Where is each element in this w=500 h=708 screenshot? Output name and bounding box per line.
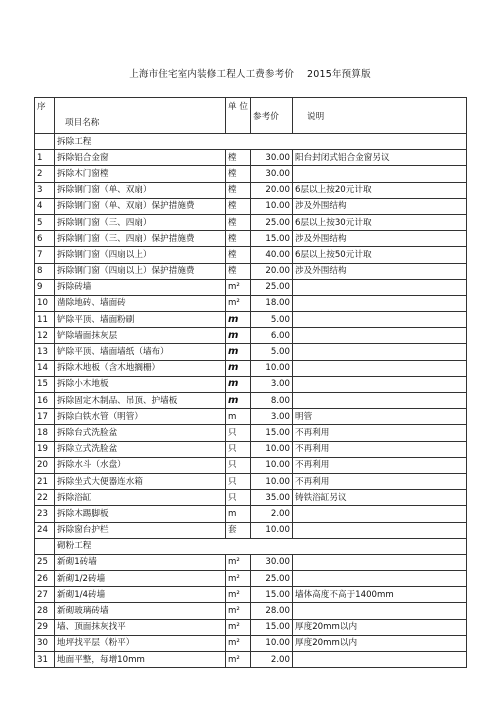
price-cell: 6.00: [251, 328, 293, 344]
row-number: 29: [35, 619, 55, 635]
table-row: [35, 409, 467, 425]
note-cell: 厚度20mm以内: [293, 619, 467, 635]
price-cell: 30.00: [251, 166, 293, 182]
row-number: 4: [35, 198, 55, 214]
unit-cell: m: [226, 409, 251, 425]
row-number: 16: [35, 393, 55, 409]
item-name: 拆除钢门窗（单、双扇）: [55, 182, 226, 198]
note-cell: 涉及外围结构: [293, 231, 467, 247]
row-number: 30: [35, 635, 55, 651]
row-number: 20: [35, 457, 55, 473]
item-name: 拆除钢门窗（三、四扇）: [55, 214, 226, 230]
price-cell: 20.00: [251, 263, 293, 279]
price-cell: 20.00: [251, 182, 293, 198]
note-cell: 不再利用: [293, 441, 467, 457]
price-cell: 10.00: [251, 457, 293, 473]
price-cell: 10.00: [251, 473, 293, 489]
row-number: 3: [35, 182, 55, 198]
unit-cell: m²: [226, 603, 251, 619]
row-number: 23: [35, 506, 55, 522]
note-cell: [293, 328, 467, 344]
row-number: 25: [35, 554, 55, 570]
unit-cell: m²: [226, 587, 251, 603]
unit-cell: m²: [226, 279, 251, 295]
row-number: 26: [35, 571, 55, 587]
table-row: [35, 263, 467, 279]
unit-cell: 只: [226, 490, 251, 506]
section-title: 拆除工程: [55, 134, 467, 150]
unit-cell: m: [226, 328, 251, 344]
row-number: 2: [35, 166, 55, 182]
price-cell: 10.00: [251, 360, 293, 376]
table-row: [35, 457, 467, 473]
row-number: 14: [35, 360, 55, 376]
unit-cell: m: [226, 344, 251, 360]
item-name: 拆除坐式大便器连水箱: [55, 473, 226, 489]
row-number: 5: [35, 214, 55, 230]
table-row: [35, 603, 467, 619]
table-row: [35, 312, 467, 328]
unit-cell: 只: [226, 473, 251, 489]
price-cell: 3.00: [251, 409, 293, 425]
section-seq-cell: [35, 538, 55, 554]
row-number: 19: [35, 441, 55, 457]
price-cell: 10.00: [251, 635, 293, 651]
row-number: 9: [35, 279, 55, 295]
note-cell: [293, 506, 467, 522]
row-number: 28: [35, 603, 55, 619]
table-row: [35, 376, 467, 392]
unit-cell: 樘: [226, 166, 251, 182]
item-name: 拆除白铁水管（明管）: [55, 409, 226, 425]
item-name: 拆除台式洗脸盆: [55, 425, 226, 441]
item-name: 凿除地砖、墙面砖: [55, 295, 226, 311]
unit-cell: m²: [226, 652, 251, 668]
note-cell: [293, 571, 467, 587]
page-title: 上海市住宅室内装修工程人工费参考价 2015年预算版: [129, 69, 371, 80]
item-name: 拆除木地板（含木地搁栅）: [55, 360, 226, 376]
table-row: [35, 619, 467, 635]
price-cell: 15.00: [251, 619, 293, 635]
header-seq: 序: [35, 98, 55, 134]
header-name: [55, 98, 226, 134]
item-name: 地坪找平层（粉平）: [55, 635, 226, 651]
unit-cell: 樘: [226, 247, 251, 263]
item-name: 拆除铝合金窗: [55, 150, 226, 166]
note-cell: [293, 360, 467, 376]
item-name: 拆除钢门窗（四扇以上）: [55, 247, 226, 263]
price-cell: 25.00: [251, 214, 293, 230]
note-cell: [293, 393, 467, 409]
item-name: 新砌玻璃砖墙: [55, 603, 226, 619]
table-row: [35, 587, 467, 603]
note-cell: [293, 279, 467, 295]
price-cell: 35.00: [251, 490, 293, 506]
row-number: 7: [35, 247, 55, 263]
section-seq-cell: [35, 134, 55, 150]
note-cell: [293, 166, 467, 182]
table-row: [35, 393, 467, 409]
note-cell: [293, 295, 467, 311]
header-price: [251, 98, 293, 134]
price-cell: 8.00: [251, 393, 293, 409]
table-row: [35, 360, 467, 376]
unit-cell: m²: [226, 295, 251, 311]
table-row: [35, 652, 467, 668]
table-row: [35, 279, 467, 295]
item-name: 拆除木踢脚板: [55, 506, 226, 522]
row-number: 8: [35, 263, 55, 279]
unit-cell: m: [226, 376, 251, 392]
row-number: 15: [35, 376, 55, 392]
price-cell: 30.00: [251, 554, 293, 570]
item-name: 拆除砖墙: [55, 279, 226, 295]
item-name: 拆除小木地板: [55, 376, 226, 392]
row-number: 17: [35, 409, 55, 425]
item-name: 拆除钢门窗（三、四扇）保护措施费: [55, 231, 226, 247]
price-cell: 10.00: [251, 198, 293, 214]
unit-cell: 樘: [226, 231, 251, 247]
row-number: 12: [35, 328, 55, 344]
note-cell: 铸铁浴缸另议: [293, 490, 467, 506]
unit-cell: m: [226, 312, 251, 328]
note-cell: 不再利用: [293, 473, 467, 489]
row-number: 22: [35, 490, 55, 506]
table-row: [35, 182, 467, 198]
unit-cell: 套: [226, 522, 251, 538]
table-row: [35, 425, 467, 441]
table-row: [35, 150, 467, 166]
item-name: 新砌1/4砖墙: [55, 587, 226, 603]
price-cell: 10.00: [251, 522, 293, 538]
row-number: 11: [35, 312, 55, 328]
header-unit: 单 位: [226, 98, 251, 134]
note-cell: 6层以上按20元计取: [293, 182, 467, 198]
price-cell: 10.00: [251, 441, 293, 457]
unit-cell: 樘: [226, 182, 251, 198]
note-cell: 涉及外围结构: [293, 263, 467, 279]
price-cell: 3.00: [251, 376, 293, 392]
price-cell: 18.00: [251, 295, 293, 311]
unit-cell: m: [226, 360, 251, 376]
header-price-label: 参考价: [253, 111, 279, 122]
unit-cell: m²: [226, 554, 251, 570]
note-cell: 不再利用: [293, 425, 467, 441]
table-row: [35, 506, 467, 522]
note-cell: [293, 522, 467, 538]
item-name: 拆除窗台护栏: [55, 522, 226, 538]
table-row: [35, 166, 467, 182]
unit-cell: m: [226, 506, 251, 522]
price-table: [34, 97, 467, 668]
header-note-label: 说明: [307, 111, 325, 122]
note-cell: [293, 603, 467, 619]
note-cell: 不再利用: [293, 457, 467, 473]
item-name: 地面平整，每增10mm: [55, 652, 226, 668]
unit-cell: m²: [226, 635, 251, 651]
price-cell: 25.00: [251, 571, 293, 587]
note-cell: 涉及外围结构: [293, 198, 467, 214]
item-name: 拆除钢门窗（四扇以上）保护措施费: [55, 263, 226, 279]
row-number: 31: [35, 652, 55, 668]
table-row: [35, 328, 467, 344]
price-cell: 5.00: [251, 312, 293, 328]
unit-cell: 樘: [226, 198, 251, 214]
note-cell: [293, 652, 467, 668]
item-name: 新砌1/2砖墙: [55, 571, 226, 587]
unit-cell: 樘: [226, 214, 251, 230]
note-cell: 明管: [293, 409, 467, 425]
item-name: 拆除浴缸: [55, 490, 226, 506]
item-name: 拆除木门窗樘: [55, 166, 226, 182]
note-cell: [293, 554, 467, 570]
row-number: 21: [35, 473, 55, 489]
row-number: 13: [35, 344, 55, 360]
table-row: [35, 635, 467, 651]
item-name: 拆除立式洗脸盆: [55, 441, 226, 457]
table-row: [35, 571, 467, 587]
unit-cell: 只: [226, 425, 251, 441]
price-cell: 5.00: [251, 344, 293, 360]
table-row: [35, 473, 467, 489]
unit-cell: 樘: [226, 263, 251, 279]
price-cell: 25.00: [251, 279, 293, 295]
row-number: 18: [35, 425, 55, 441]
price-cell: 2.00: [251, 506, 293, 522]
note-cell: 厚度20mm以内: [293, 635, 467, 651]
note-cell: 墙体高度不高于1400mm: [293, 587, 467, 603]
unit-cell: m²: [226, 571, 251, 587]
row-number: 10: [35, 295, 55, 311]
item-name: 新砌1砖墙: [55, 554, 226, 570]
item-name: 拆除水斗（水盘）: [55, 457, 226, 473]
unit-cell: m²: [226, 619, 251, 635]
table-row: [35, 198, 467, 214]
row-number: 27: [35, 587, 55, 603]
table-row: [35, 522, 467, 538]
price-cell: 40.00: [251, 247, 293, 263]
table-row: [35, 344, 467, 360]
price-cell: 15.00: [251, 587, 293, 603]
unit-cell: 只: [226, 457, 251, 473]
row-number: 6: [35, 231, 55, 247]
item-name: 拆除钢门窗（单、双扇）保护措施费: [55, 198, 226, 214]
item-name: 铲除墙面抹灰层: [55, 328, 226, 344]
table-row: [35, 295, 467, 311]
price-cell: 15.00: [251, 425, 293, 441]
note-cell: 阳台封闭式铝合金窗另议: [293, 150, 467, 166]
price-cell: 15.00: [251, 231, 293, 247]
table-row: [35, 554, 467, 570]
header-note: [293, 98, 467, 134]
table-row: [35, 441, 467, 457]
price-cell: 2.00: [251, 652, 293, 668]
row-number: 24: [35, 522, 55, 538]
header-name-label: 项目名称: [65, 118, 100, 128]
item-name: 铲除平顶、墙面粉刷: [55, 312, 226, 328]
table-row: [35, 490, 467, 506]
table-row: [35, 231, 467, 247]
section-row: [35, 134, 467, 150]
unit-cell: m: [226, 393, 251, 409]
price-cell: 28.00: [251, 603, 293, 619]
item-name: 铲除平顶、墙面墙纸（墙布）: [55, 344, 226, 360]
row-number: 1: [35, 150, 55, 166]
note-cell: [293, 376, 467, 392]
note-cell: 6层以上按50元计取: [293, 247, 467, 263]
section-title: 砌粉工程: [55, 538, 467, 554]
item-name: 拆除固定木制品、吊顶、护墙板: [55, 393, 226, 409]
item-name: 墙、顶面抹灰找平: [55, 619, 226, 635]
unit-cell: 只: [226, 441, 251, 457]
note-cell: [293, 344, 467, 360]
table-row: [35, 247, 467, 263]
table-header-row: [35, 98, 467, 134]
table-row: [35, 214, 467, 230]
price-cell: 30.00: [251, 150, 293, 166]
section-row: [35, 538, 467, 554]
note-cell: 6层以上按30元计取: [293, 214, 467, 230]
note-cell: [293, 312, 467, 328]
unit-cell: 樘: [226, 150, 251, 166]
